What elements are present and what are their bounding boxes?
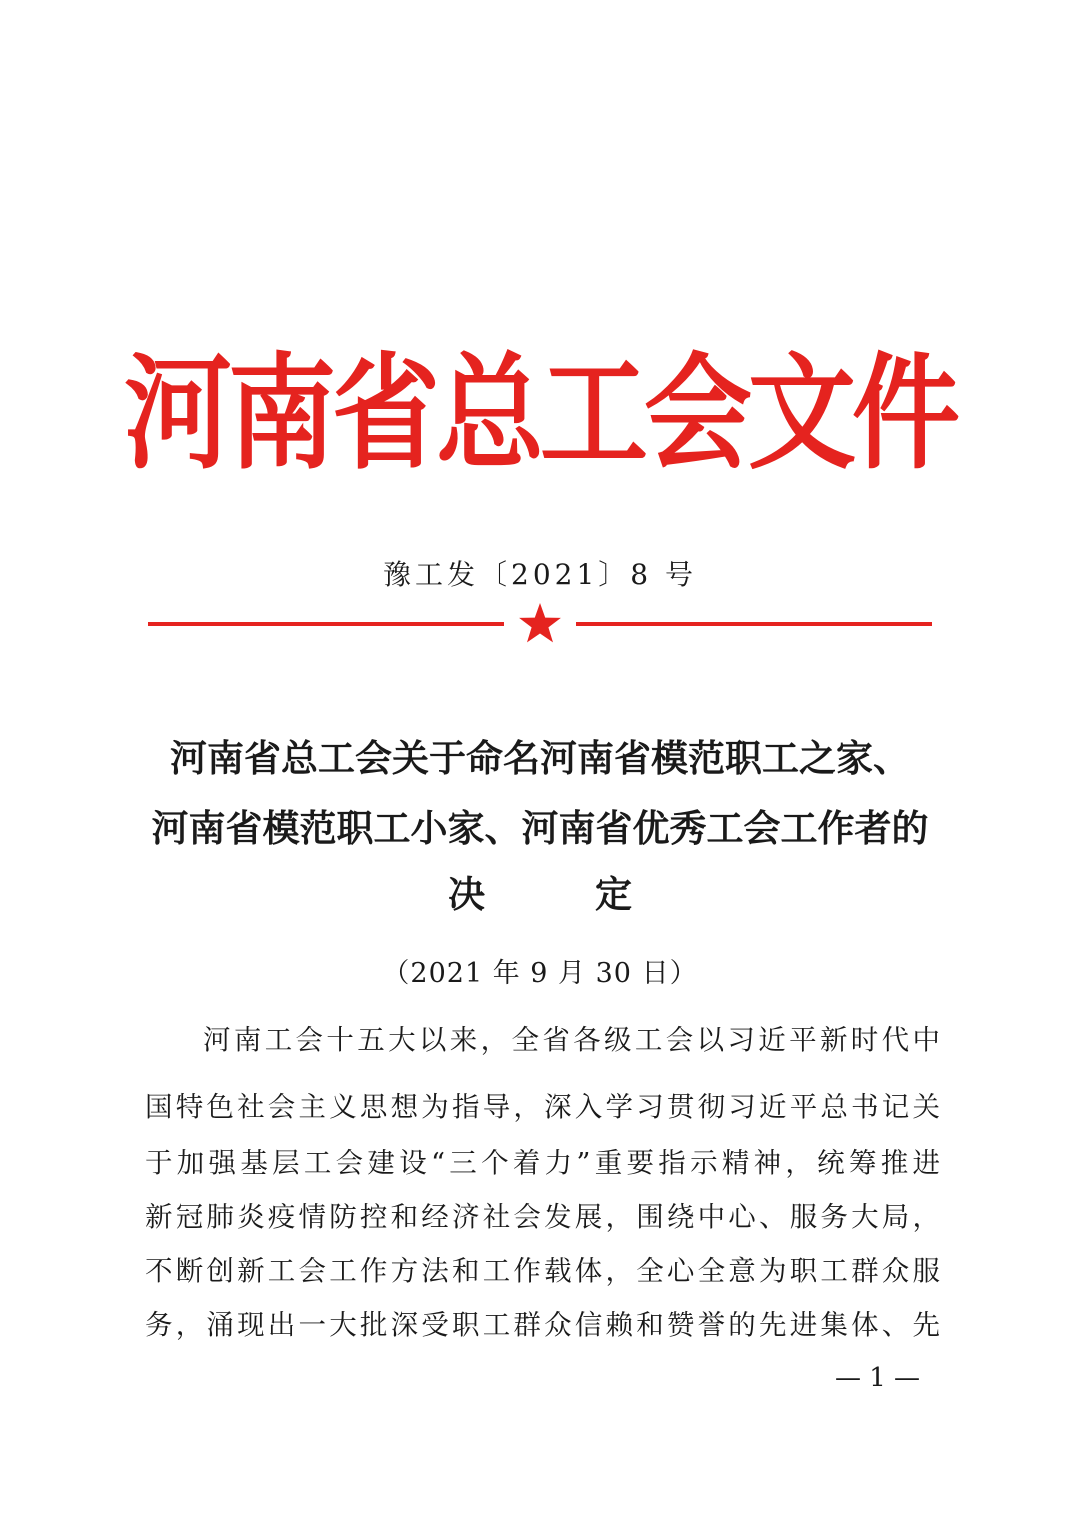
body-line: 河南工会十五大以来，全省各级工会以习近平新时代中 — [203, 1024, 940, 1056]
body-line: 新冠肺炎疫情防控和经济社会发展，围绕中心、服务大局， — [145, 1201, 940, 1233]
red-rule-right — [576, 622, 932, 626]
body-line: 于加强基层工会建设“三个着力”重要指示精神，统筹推进 — [145, 1147, 940, 1179]
red-rule-left — [148, 622, 504, 626]
body-line: 务，涌现出一大批深受职工群众信赖和赞誉的先进集体、先 — [145, 1309, 940, 1341]
red-header-title: 河南省总工会文件 — [123, 342, 956, 487]
document-date: （2021 年 9 月 30 日） — [382, 958, 698, 989]
page-number: — 1 — — [834, 1363, 921, 1393]
document-number: 豫工发〔2021〕8 号 — [383, 558, 697, 591]
red-star-icon — [518, 601, 562, 645]
document-title-line-1: 河南省总工会关于命名河南省模范职工之家、 — [170, 736, 910, 780]
document-title-line-3: 决定 — [448, 872, 742, 916]
body-line: 不断创新工会工作方法和工作载体，全心全意为职工群众服 — [145, 1255, 940, 1287]
document-title-line-2: 河南省模范职工小家、河南省优秀工会工作者的 — [151, 806, 929, 850]
body-line: 国特色社会主义思想为指导，深入学习贯彻习近平总书记关 — [145, 1091, 940, 1123]
